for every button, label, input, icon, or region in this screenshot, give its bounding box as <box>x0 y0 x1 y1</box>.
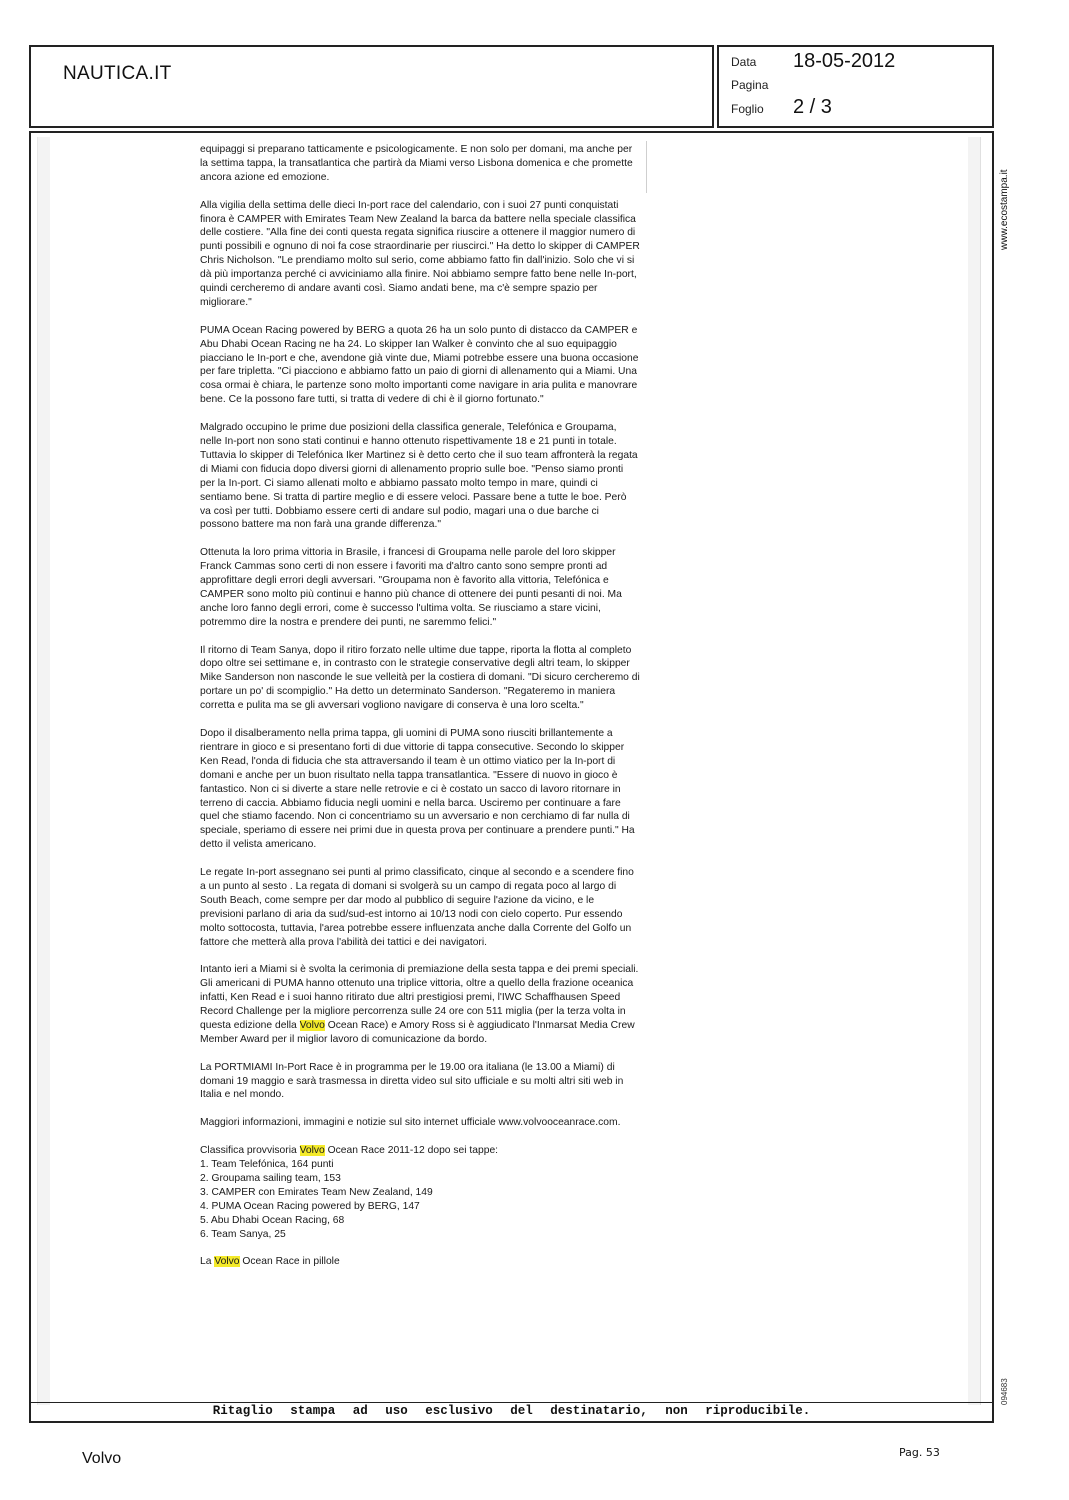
text-run: Classifica provvisoria <box>200 1145 300 1157</box>
side-code: 094683 <box>1000 1378 1009 1405</box>
article-body <box>200 143 640 1283</box>
section-heading <box>200 1255 640 1269</box>
article-paragraph: equipaggi si preparano tatticamente e psicologicamente. E non solo per domani, ma anche per la settima tappa, la transatlantica che partirà da Miami verso Lisbona domenica e che promette ancora azione ed emozione. <box>200 144 633 183</box>
clipping-frame <box>29 131 994 1423</box>
text-run: Ocean Race 2011-12 dopo sei tappe: <box>324 1145 499 1157</box>
publication-name: NAUTICA.IT <box>63 63 172 84</box>
keyword-highlight: Volvo <box>299 1145 325 1157</box>
search-keyword: Volvo <box>82 1450 122 1467</box>
column-divider <box>646 141 647 193</box>
date-label: Data <box>731 55 757 69</box>
article-paragraph: Dopo il disalberamento nella prima tappa, gli uomini di PUMA sono riusciti brillantemente a rientrare in gioco e si presentano forti di due vittorie di tappa consecutive. Secondo lo skipper Ken Read, l'onda di fiducia che sta attraversando il team è un ottimo viatico per la In-port di domani e anche per un buon risultato nella tappa transatlantica. "Essere di nuovo in gioco è fantastico. Non ci si diverte a stare nelle retrovie e ci è costato un sacco di lavoro ritornare in terreno di caccia. Abbiamo fiducia negli uomini e nella barca. Usciremo per continuare a fare quel che stiamo facendo. Non ci concentriamo su un avversario e non cerchiamo di far nulla di speciale, speriamo di essere nei primi due in questa prova per continuare a prendere punti." Ha detto il velista americano. <box>200 727 635 851</box>
article-paragraph: Maggiori informazioni, immagini e notizie sul sito internet ufficiale www.volvooceanrace.com. <box>200 1117 621 1129</box>
standings-item: 6. Team Sanya, 25 <box>200 1228 286 1240</box>
page-number: Pag. 53 <box>899 1446 940 1459</box>
text-run: La <box>200 1256 215 1268</box>
publication-box <box>29 45 714 128</box>
text-run: Ocean Race) e Amory Ross si è aggiudicato l'Inmarsat Media Crew Member Award per il miglior lavoro di comunicazione da bordo. <box>200 1019 635 1045</box>
standings-heading <box>200 1145 498 1156</box>
standings-block <box>200 1144 640 1241</box>
standings-item: 4. PUMA Ocean Racing powered by BERG, 147 <box>200 1200 420 1212</box>
article-paragraph: Il ritorno di Team Sanya, dopo il ritiro forzato nelle ultime due tappe, riporta la flotta al completo dopo oltre sei settimane e, in contrasto con le strategie conservative degli altri team, lo skipper Mike Sanderson non nasconde le sue velleità per la costiera di domani. "Di sicuro cercheremo di portare un po' di scompiglio." Ha detto un determinato Sanderson. "Regateremo in maniera corretta e pulita ma se gli avversari vogliono navigare di conserva è una loro scelta." <box>200 644 640 712</box>
article-paragraph: PUMA Ocean Racing powered by BERG a quota 26 ha un solo punto di distacco da CAMPER e Abu Dhabi Ocean Racing ne ha 24. Lo skipper Ian Walker è convinto che al suo equipaggio piacciano le In-port e che, avendone già vinte due, Miami potrebbe essere una buona occasione per fare tripletta. "Ci piacciono e abbiamo fatto un paio di giorni di allenamento qui a Miami. Una cosa ormai è chiara, le partenze sono molto importanti come navigare in aria pulita e manovrare bene. Ce la possono fare tutti, si tratta di vedere di chi è il giorno fortunato." <box>200 324 639 406</box>
standings-item: 3. CAMPER con Emirates Team New Zealand, 149 <box>200 1186 433 1198</box>
text-run: Intanto ieri a Miami si è svolta la cerimonia di premiazione della sesta tappa e dei premi speciali. Gli americani di PUMA hanno ottenuto una triplice vittoria, oltre a quello della frazione oceanica infatti, Ken Read e i suoi hanno ritirato due altri prestigiosi premi, l'IWC Schaffhausen Speed Record Challenge per la migliore percorrenza sulle 24 ore con 511 miglia (per la terza volta in questa edizione della <box>200 964 639 1031</box>
keyword-highlight: Volvo <box>214 1256 240 1268</box>
side-website: www.ecostampa.it <box>999 169 1010 250</box>
page-label: Pagina <box>731 78 769 92</box>
article-paragraph: Ottenuta la loro prima vittoria in Brasile, i francesi di Groupama nelle parole del loro skipper Franck Cammas sono certi di non essere i favoriti ma d'altro canto sono sempre pronti ad approfittare degli errori degli avversari. "Groupama non è favorito alla vittoria, Telefónica e CAMPER sono molto più continui e hanno più chance di ottenere dei punti pesanti di noi. Ma anche loro fanno degli errori, come è successo l'ultima volta. Se riusciamo a stare vicini, potremmo dire la nostra e prendere dei punti, ne saremmo felici." <box>200 547 622 628</box>
keyword-highlight: Volvo <box>299 1019 325 1031</box>
date-value: 18-05-2012 <box>793 50 896 72</box>
clipping-content <box>37 137 981 1405</box>
sheet-label: Foglio <box>731 102 764 116</box>
standings-item: 5. Abu Dhabi Ocean Racing, 68 <box>200 1214 345 1226</box>
standings-item: 2. Groupama sailing team, 153 <box>200 1172 341 1184</box>
article-paragraph: Le regate In-port assegnano sei punti al primo classificato, cinque al secondo e a scendere fino a un punto al sesto . La regata di domani si svolgerà su un campo di regata poco al largo di South Beach, come sempre per dar modo al pubblico di seguire l'azione da vicino, e le previsioni parlano di aria da sud/sud-est intorno ai 10/13 nodi con cielo coperto. Pur essendo molto sottocosta, tuttavia, l'area potrebbe essere influenzata anche dalla Corrente del Golfo un fattore che metterà alla prova l'abilità dei tattici e dei navigatori. <box>200 867 634 948</box>
article-paragraph: Alla vigilia della settima delle dieci In-port race del calendario, con i suoi 27 punti conquistati finora è CAMPER with Emirates Team New Zealand la barca da battere nella speciale classifica delle costiere. "Alla fine dei conti questa regata significa riuscire a ottenere il maggior numero di punti possibili e ognuno di noi fa cose straordinarie per riuscirci." Ha detto lo skipper di CAMPER Chris Nicholson. "Le prendiamo molto sul serio, come abbiamo fatto fin dall'inizio. Solo che vi si dà più importanza perché ci avviciniamo alla finire. Noi abbiamo sempre fatto bene nelle In-port, quindi cercheremo di andare avanti così. Siamo andati bene, ma c'è sempre spazio per migliorare." <box>200 199 640 308</box>
article-paragraph <box>200 963 640 1046</box>
scan-edge-left <box>38 137 50 1405</box>
article-paragraph: La PORTMIAMI In-Port Race è in programma per le 19.00 ora italiana (le 13.00 a Miami) di domani 19 maggio e sarà trasmessa in diretta video sul sito ufficiale e su molti altri siti web in Italia e nel mondo. <box>200 1061 624 1101</box>
article-paragraph: Malgrado occupino le prime due posizioni della classifica generale, Telefónica e Groupama, nelle In-port non sono stati continui e hanno ottenuto rispettivamente 18 e 21 punti in totale. Tuttavia lo skipper di Telefónica Iker Martinez si è detto certo che il suo team affronterà la regata di Miami con fiducia dopo diversi giorni di allenamento proprio sulle boe. "Penso siamo pronti per la In-port. Ci siamo allenati molto e abbiamo passato molto tempo in mare, quindi ci sentiamo bene. Si tratta di partire meglio e di essere veloci. Passare bene a tutte le boe. Però va così per tutti. Dobbiamo essere certi di andare sul podio, magari una o due barche ci possono battere ma non farà una grande differenza." <box>200 422 638 531</box>
text-run: Ocean Race in pillole <box>239 1256 340 1268</box>
meta-box <box>717 45 994 128</box>
scan-edge-right <box>968 137 980 1405</box>
standings-item: 1. Team Telefónica, 164 punti <box>200 1158 334 1170</box>
sheet-value: 2 / 3 <box>793 96 832 118</box>
reproduction-notice: Ritaglio stampa ad uso esclusivo del destinatario, non riproducibile. <box>31 1402 992 1420</box>
